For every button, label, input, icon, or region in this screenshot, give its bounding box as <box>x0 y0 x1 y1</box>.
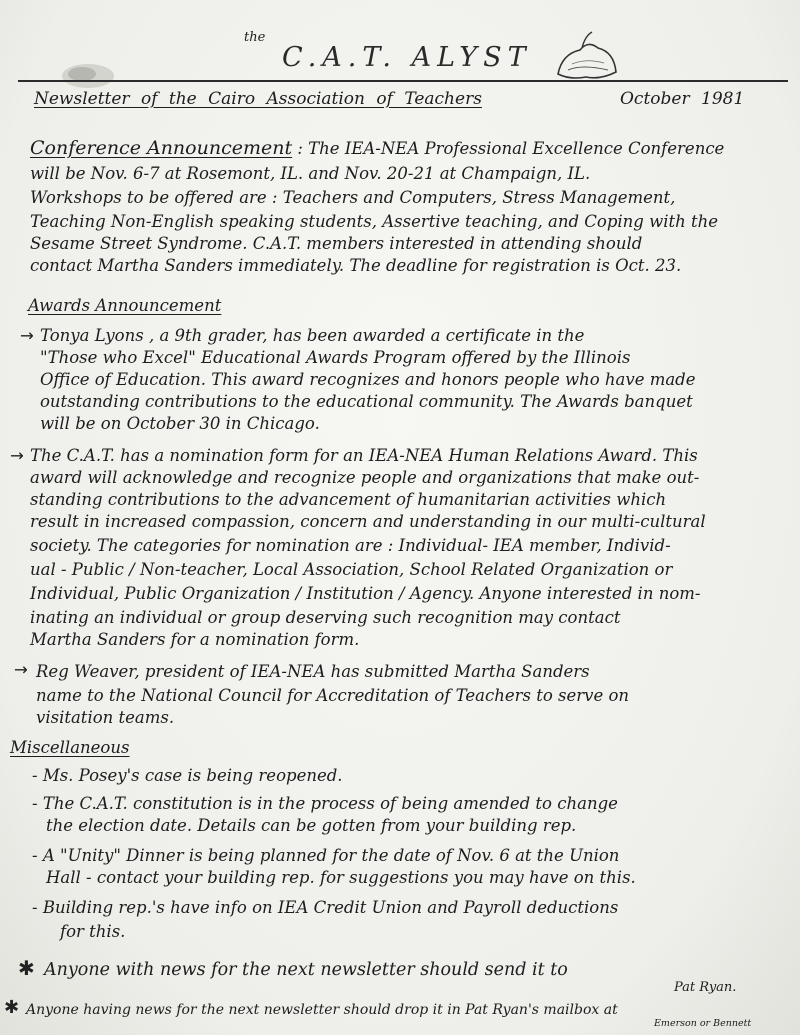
misc-section <box>10 738 788 950</box>
footer-notes <box>4 956 788 1034</box>
masthead-the: the <box>244 30 266 45</box>
awards-line: Individual, Public Organization / Institution / Agency. Anyone interested in nom- <box>30 584 701 603</box>
misc-item: for this. <box>60 922 126 941</box>
footer-note: Anyone with news for the next newsletter should send it to <box>44 960 568 980</box>
footer-note-place: Emerson or Bennett <box>654 1018 752 1029</box>
awards-line: society. The categories for nomination are : Individual- IEA member, Individ- <box>30 536 671 555</box>
misc-item: - The C.A.T. constitution is in the process of being amended to change <box>32 794 618 813</box>
awards-section <box>10 296 788 727</box>
misc-item: the election date. Details can be gotten from your building rep. <box>46 816 577 835</box>
misc-item: - Ms. Posey's case is being reopened. <box>32 766 343 785</box>
conference-line: Workshops to be offered are : Teachers and Computers, Stress Management, <box>30 188 676 207</box>
awards-line: Martha Sanders for a nomination form. <box>30 630 360 649</box>
awards-line: "Those who Excel" Educational Awards Program offered by the Illinois <box>40 348 631 367</box>
masthead-title: C.A.T. ALYST <box>282 42 532 73</box>
subtitle-text: Newsletter of the Cairo Association of Teachers <box>34 89 482 109</box>
right-arrow-icon: → <box>20 326 34 345</box>
misc-item: Hall - contact your building rep. for suggestions you may have on this. <box>46 868 636 887</box>
conference-section <box>18 138 788 288</box>
conference-line: Teaching Non-English speaking students, Assertive teaching, and Coping with the <box>30 212 719 231</box>
awards-line: ual - Public / Non-teacher, Local Association, School Related Organization or <box>30 560 673 579</box>
misc-item: - A "Unity" Dinner is being planned for the date of Nov. 6 at the Union <box>32 846 620 865</box>
apple-drawing-icon <box>552 30 622 82</box>
awards-line: inating an individual or group deserving such recognition may contact <box>30 608 621 627</box>
awards-line: Office of Education. This award recognizes and honors people who have made <box>40 370 696 389</box>
awards-line: outstanding contributions to the educational community. The Awards banquet <box>40 392 693 411</box>
awards-line: The C.A.T. has a nomination form for an IEA-NEA Human Relations Award. This <box>30 446 698 465</box>
conference-line: : The IEA-NEA Professional Excellence Conference <box>297 139 725 158</box>
right-arrow-icon: → <box>10 446 24 465</box>
right-arrow-icon: → <box>14 660 28 679</box>
conference-heading: Conference Announcement <box>30 137 293 159</box>
footer-note: Anyone having news for the next newsletter should drop it in Pat Ryan's mailbox at <box>26 1002 618 1018</box>
conference-line: contact Martha Sanders immediately. The deadline for registration is Oct. 23. <box>30 256 682 275</box>
awards-line: visitation teams. <box>36 708 175 727</box>
asterisk-icon: ✱ <box>18 956 35 980</box>
awards-line: standing contributions to the advancement of humanitarian activities which <box>30 490 667 509</box>
misc-heading: Miscellaneous <box>10 738 130 757</box>
misc-item: - Building rep.'s have info on IEA Credit Union and Payroll deductions <box>32 898 619 917</box>
awards-line: Reg Weaver, president of IEA-NEA has submitted Martha Sanders <box>36 662 590 681</box>
conference-line: will be Nov. 6-7 at Rosemont, IL. and Nov. 20-21 at Champaign, IL. <box>30 164 591 183</box>
issue-date: October 1981 <box>620 89 745 109</box>
awards-line: Tonya Lyons , a 9th grader, has been awarded a certificate in the <box>40 326 585 345</box>
awards-line: award will acknowledge and recognize people and organizations that make out- <box>30 468 700 487</box>
conference-line: Sesame Street Syndrome. C.A.T. members interested in attending should <box>30 234 643 253</box>
footer-note-name: Pat Ryan. <box>674 980 737 995</box>
awards-heading: Awards Announcement <box>28 296 222 315</box>
awards-line: will be on October 30 in Chicago. <box>40 414 320 433</box>
masthead-rule <box>18 80 788 82</box>
awards-line: name to the National Council for Accreditation of Teachers to serve on <box>36 686 630 705</box>
newsletter-subtitle <box>34 89 745 109</box>
asterisk-icon: ✱ <box>4 997 20 1018</box>
awards-line: result in increased compassion, concern and understanding in our multi-cultural <box>30 512 706 531</box>
